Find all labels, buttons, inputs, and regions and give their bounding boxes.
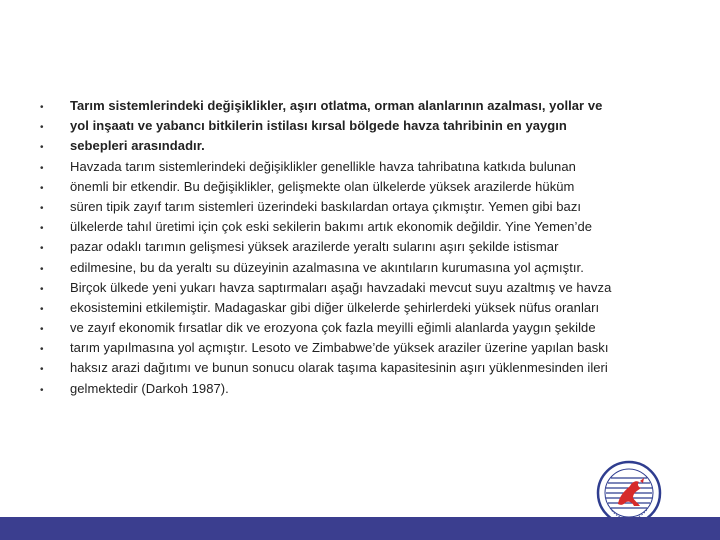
bullet-line <box>40 298 660 318</box>
bullet-text: pazar odaklı tarımın gelişmesi yüksek arazilerde yeraltı sularını aşırı şekilde istismar <box>70 239 559 255</box>
bullet-text: Tarım sistemlerindeki değişiklikler, aşırı otlatma, orman alanlarının azalması, yollar ve <box>70 98 603 113</box>
bullet-line <box>40 217 660 237</box>
bullet-line <box>40 157 660 177</box>
bullet-line <box>40 116 660 136</box>
bullet-text: edilmesine, bu da yeraltı su düzeyinin azalmasına ve akıntıların kurumasına yol açmıştır. <box>70 259 584 275</box>
bullet-text: Birçok ülkede yeni yukarı havza saptırmaları aşağı havzadaki mevcut suyu azaltmış ve havza <box>70 279 612 295</box>
bullet-marker: • <box>40 182 44 194</box>
bullet-line <box>40 258 660 278</box>
bullet-text: gelmektedir (Darkoh 1987). <box>70 380 229 396</box>
bullet-text: yol inşaatı ve yabancı bitkilerin istilası kırsal bölgede havza tahribinin en yaygın <box>70 118 567 134</box>
bullet-marker: • <box>40 243 44 255</box>
bullet-marker: • <box>40 122 44 134</box>
bullet-marker: • <box>40 283 44 295</box>
bullet-text: önemli bir etkendir. Bu değişiklikler, gelişmekte olan ülkelerde yüksek arazilerde hüküm <box>70 178 575 194</box>
bullet-marker: • <box>40 223 44 235</box>
bullet-marker: • <box>40 303 44 315</box>
bullet-marker: • <box>40 364 44 376</box>
bullet-line <box>40 237 660 257</box>
bullet-text: Havzada tarım sistemlerindeki değişiklikler genellikle havza tahribatına katkıda bulunan <box>70 158 576 174</box>
bullet-line <box>40 318 660 338</box>
bullet-line <box>40 278 660 298</box>
bullet-text: haksız arazi dağıtımı ve bunun sonucu olarak taşıma kapasitesinin aşırı yüklenmesinden ileri <box>70 360 608 376</box>
bullet-text: tarım yapılmasına yol açmıştır. Lesoto ve Zimbabwe’de yüksek araziler üzerine yapılan baskı <box>70 340 609 356</box>
bullet-line <box>40 379 660 399</box>
bullet-text: sebepleri arasındadır. <box>70 138 205 154</box>
bullet-list <box>40 96 660 399</box>
bullet-line <box>40 358 660 378</box>
bullet-text: ve zayıf ekonomik fırsatlar dik ve erozyona çok fazla meyilli eğimli alanlarda yaygın şekilde <box>70 320 596 336</box>
bullet-line <box>40 136 660 156</box>
bullet-marker: • <box>40 263 44 275</box>
bullet-text: ekosistemini etkilemiştir. Madagaskar gibi diğer ülkelerde şehirlerdeki yüksek nüfus oranları <box>70 299 600 315</box>
bullet-marker: • <box>40 202 44 214</box>
bullet-line <box>40 338 660 358</box>
bullet-marker: • <box>40 384 44 396</box>
bullet-line <box>40 96 660 116</box>
bullet-marker: • <box>40 142 44 154</box>
bullet-line <box>40 197 660 217</box>
bullet-marker: • <box>40 324 44 336</box>
bullet-marker: • <box>40 344 44 356</box>
bullet-text: süren tipik zayıf tarım sistemleri üzerindeki baskılardan ortaya çıkmıştır. Yemen gibi bazı <box>70 198 582 214</box>
bullet-marker: • <box>40 102 44 113</box>
bullet-marker: • <box>40 162 44 174</box>
bullet-line <box>40 177 660 197</box>
footer-bar <box>0 517 720 540</box>
bullet-text: ülkelerde tahıl üretimi için çok eski sekilerin bakımı artık ekonomik değildir. Yine Yemen’de <box>70 219 593 235</box>
